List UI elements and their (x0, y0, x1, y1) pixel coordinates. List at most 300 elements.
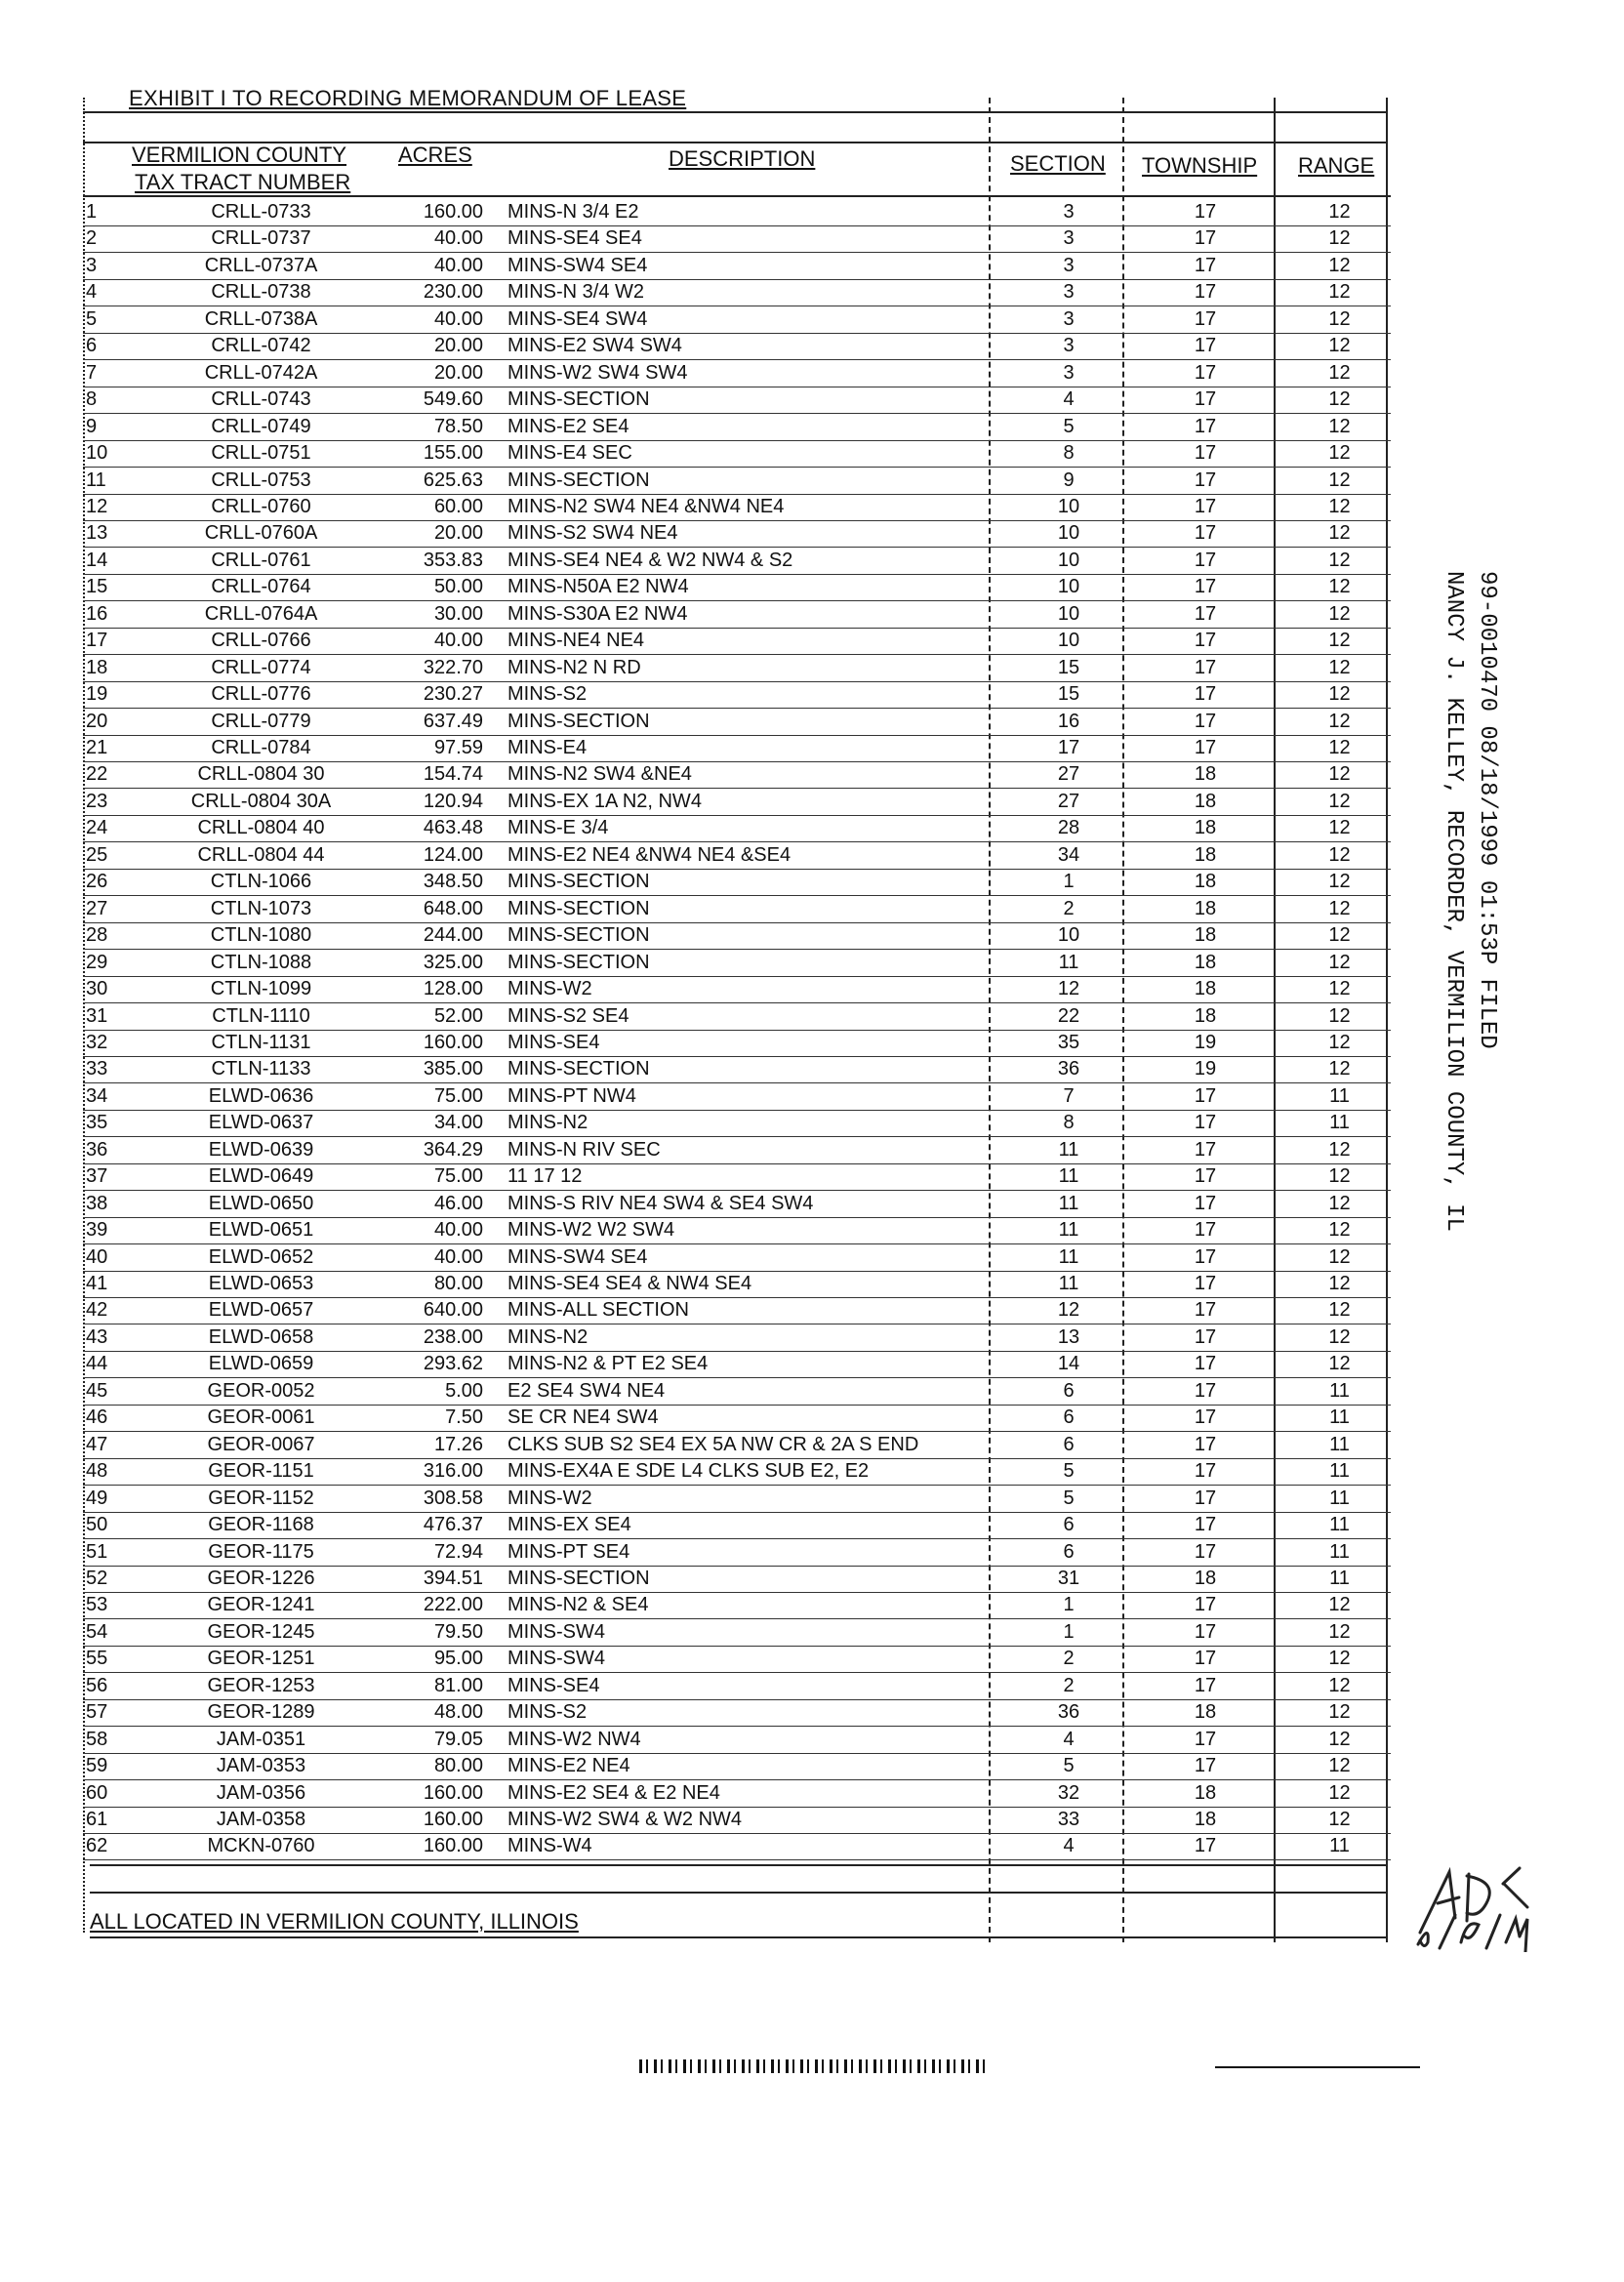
description-text: MINS-SECTION (508, 924, 650, 947)
range-value: 12 (1328, 576, 1351, 598)
acres-value: 5.00 (445, 1379, 483, 1402)
range-value: 12 (1328, 1058, 1351, 1080)
acres-value: 40.00 (433, 630, 483, 652)
tax-tract-number: CRLL-0733 (211, 201, 311, 223)
row-rule (83, 895, 1391, 896)
row-number: 16 (86, 602, 108, 625)
tax-tract-number: ELWD-0652 (208, 1245, 314, 1268)
section-value: 33 (1057, 1809, 1080, 1830)
section-value: 11 (1058, 1273, 1079, 1294)
acres-value: 79.05 (433, 1728, 483, 1750)
tax-tract-number: GEOR-0052 (207, 1379, 315, 1402)
description-text: MINS-N50A E2 NW4 (508, 576, 689, 598)
table-row (0, 711, 1624, 737)
tax-tract-number: CRLL-0774 (211, 656, 311, 678)
table-row (0, 871, 1624, 897)
rule-footer-3 (90, 1936, 1388, 1938)
acres-value: 52.00 (433, 1004, 483, 1027)
township-value: 17 (1194, 1594, 1217, 1616)
tax-tract-number: CRLL-0751 (211, 442, 311, 465)
row-number: 15 (86, 576, 108, 598)
township-value: 17 (1194, 1406, 1217, 1429)
tax-tract-number: ELWD-0649 (208, 1165, 314, 1188)
description-text: 11 17 12 (508, 1165, 583, 1188)
row-number: 26 (86, 871, 108, 893)
acres-value: 95.00 (433, 1648, 483, 1670)
row-rule (83, 1566, 1391, 1567)
township-value: 17 (1194, 1325, 1217, 1348)
description-text: MINS-W2 SW4 SW4 (508, 361, 688, 384)
table-row (0, 227, 1624, 254)
acres-value: 160.00 (423, 1809, 483, 1830)
section-value: 10 (1057, 602, 1080, 625)
row-rule (83, 1859, 1391, 1860)
range-value: 12 (1328, 710, 1351, 732)
township-value: 18 (1194, 1781, 1217, 1804)
township-value: 19 (1194, 1031, 1217, 1053)
row-rule (83, 869, 1391, 870)
footer-note: ALL LOCATED IN VERMILION COUNTY, ILLINOIS (90, 1909, 579, 1934)
row-rule (83, 1297, 1391, 1298)
table-row (0, 1729, 1624, 1755)
row-number: 37 (86, 1165, 108, 1188)
section-value: 10 (1057, 630, 1080, 652)
township-value: 17 (1194, 602, 1217, 625)
acres-value: 60.00 (433, 495, 483, 517)
description-text: MINS-EX 1A N2, NW4 (508, 790, 702, 812)
township-value: 18 (1194, 871, 1217, 893)
table-row (0, 1139, 1624, 1165)
row-rule (83, 1136, 1391, 1137)
acres-value: 625.63 (423, 469, 483, 491)
section-value: 2 (1063, 897, 1075, 919)
row-number: 31 (86, 1004, 108, 1027)
header-section: SECTION (1010, 151, 1106, 176)
township-value: 17 (1194, 549, 1217, 571)
row-rule (83, 1646, 1391, 1647)
row-rule (83, 976, 1391, 977)
table-row (0, 737, 1624, 763)
row-rule (83, 1807, 1391, 1808)
table-row (0, 1219, 1624, 1245)
range-value: 12 (1328, 1809, 1351, 1830)
tax-tract-number: ELWD-0658 (208, 1325, 314, 1348)
description-text: MINS-S2 (508, 1701, 588, 1724)
table-row (0, 522, 1624, 549)
row-rule (83, 600, 1391, 601)
row-rule (83, 1271, 1391, 1272)
township-value: 17 (1194, 1460, 1217, 1483)
acres-value: 353.83 (423, 549, 483, 571)
tax-tract-number: JAM-0358 (216, 1809, 306, 1830)
acres-value: 160.00 (423, 1835, 483, 1857)
range-value: 11 (1329, 1460, 1350, 1483)
section-value: 5 (1063, 1460, 1075, 1483)
township-value: 17 (1194, 737, 1217, 758)
section-value: 14 (1057, 1353, 1080, 1375)
row-rule (83, 494, 1391, 495)
township-value: 17 (1194, 1379, 1217, 1402)
row-number: 60 (86, 1781, 108, 1804)
rule-footer-1 (90, 1864, 1388, 1866)
tax-tract-number: CTLN-1088 (210, 951, 312, 973)
range-value: 12 (1328, 602, 1351, 625)
table-row (0, 255, 1624, 281)
description-text: MINS-W2 NW4 (508, 1728, 641, 1750)
stamp-line-2: NANCY J. KELLEY, RECORDER, VERMILION COUNTY, IL (1441, 571, 1467, 1232)
description-text: MINS-SECTION (508, 871, 650, 893)
acres-value: 20.00 (433, 361, 483, 384)
township-value: 17 (1194, 1755, 1217, 1777)
row-rule (83, 1699, 1391, 1700)
acres-value: 648.00 (423, 897, 483, 919)
township-value: 17 (1194, 1165, 1217, 1188)
township-value: 18 (1194, 1809, 1217, 1830)
row-number: 7 (86, 361, 98, 384)
row-number: 18 (86, 656, 108, 678)
tax-tract-number: GEOR-1175 (208, 1540, 314, 1563)
row-number: 52 (86, 1567, 108, 1589)
tax-tract-number: ELWD-0637 (208, 1112, 314, 1134)
table-row (0, 630, 1624, 656)
scan-artifact-barcode (639, 2059, 986, 2073)
table-row (0, 844, 1624, 871)
description-text: MINS-SECTION (508, 710, 650, 732)
township-value: 17 (1194, 281, 1217, 304)
acres-value: 128.00 (423, 978, 483, 1000)
table-row (0, 763, 1624, 790)
description-text: MINS-SECTION (508, 469, 650, 491)
tax-tract-number: CRLL-0804 44 (197, 843, 325, 866)
tax-tract-number: GEOR-0061 (207, 1406, 315, 1429)
tax-tract-number: CRLL-0804 40 (197, 817, 325, 839)
township-value: 17 (1194, 335, 1217, 357)
description-text: MINS-EX SE4 (508, 1514, 631, 1536)
description-text: MINS-SW4 (508, 1620, 605, 1643)
tax-tract-number: CRLL-0742A (204, 361, 318, 384)
section-value: 6 (1063, 1406, 1075, 1429)
tax-tract-number: JAM-0351 (216, 1728, 306, 1750)
row-number: 4 (86, 281, 98, 304)
range-value: 12 (1328, 1273, 1351, 1294)
table-row (0, 416, 1624, 442)
section-value: 5 (1063, 415, 1075, 437)
acres-value: 124.00 (423, 843, 483, 866)
acres-value: 78.50 (433, 415, 483, 437)
row-rule (83, 1618, 1391, 1619)
row-number: 28 (86, 924, 108, 947)
row-rule (83, 681, 1391, 682)
description-text: MINS-E2 NE4 (508, 1755, 630, 1777)
acres-value: 46.00 (433, 1192, 483, 1214)
row-rule (83, 1030, 1391, 1031)
table-row (0, 1246, 1624, 1273)
table-row (0, 362, 1624, 388)
row-number: 30 (86, 978, 108, 1000)
table-row (0, 576, 1624, 602)
range-value: 12 (1328, 469, 1351, 491)
table-row (0, 1809, 1624, 1835)
section-value: 3 (1063, 361, 1075, 384)
row-number: 25 (86, 843, 108, 866)
description-text: MINS-N2 SW4 NE4 &NW4 NE4 (508, 495, 785, 517)
range-value: 12 (1328, 442, 1351, 465)
acres-value: 316.00 (423, 1460, 483, 1483)
table-row (0, 1085, 1624, 1112)
range-value: 12 (1328, 1004, 1351, 1027)
tax-tract-number: ELWD-0659 (208, 1353, 314, 1375)
description-text: MINS-SE4 SE4 & NW4 SE4 (508, 1273, 752, 1294)
acres-value: 20.00 (433, 335, 483, 357)
row-number: 9 (86, 415, 98, 437)
table-row (0, 1675, 1624, 1701)
range-value: 12 (1328, 630, 1351, 652)
row-rule (83, 1592, 1391, 1593)
row-rule (83, 1512, 1391, 1513)
tax-tract-number: GEOR-1289 (207, 1701, 315, 1724)
row-number: 21 (86, 737, 108, 758)
row-rule (83, 467, 1391, 468)
row-number: 1 (86, 201, 98, 223)
acres-value: 160.00 (423, 1781, 483, 1804)
township-value: 17 (1194, 254, 1217, 276)
range-value: 12 (1328, 201, 1351, 223)
row-number: 12 (86, 495, 108, 517)
row-rule (83, 1726, 1391, 1727)
description-text: MINS-S2 SW4 NE4 (508, 522, 678, 545)
table-row (0, 550, 1624, 576)
range-value: 12 (1328, 843, 1351, 866)
acres-value: 325.00 (423, 951, 483, 973)
table-row (0, 817, 1624, 843)
tax-tract-number: ELWD-0636 (208, 1084, 314, 1107)
range-value: 12 (1328, 281, 1351, 304)
tax-tract-number: ELWD-0653 (208, 1273, 314, 1294)
range-value: 12 (1328, 335, 1351, 357)
range-value: 12 (1328, 737, 1351, 758)
tax-tract-number: CRLL-0738A (204, 307, 318, 330)
township-value: 17 (1194, 1728, 1217, 1750)
tax-tract-number: GEOR-1152 (208, 1487, 314, 1509)
range-value: 12 (1328, 1325, 1351, 1348)
section-value: 31 (1057, 1567, 1080, 1589)
row-number: 11 (86, 469, 106, 491)
section-value: 4 (1063, 388, 1075, 411)
row-rule (83, 574, 1391, 575)
township-value: 17 (1194, 1514, 1217, 1536)
acres-value: 34.00 (433, 1112, 483, 1134)
range-value: 11 (1329, 1433, 1350, 1455)
acres-value: 160.00 (423, 201, 483, 223)
section-value: 3 (1063, 307, 1075, 330)
table-row (0, 1621, 1624, 1648)
row-rule (83, 735, 1391, 736)
section-value: 6 (1063, 1514, 1075, 1536)
tax-tract-number: GEOR-1251 (207, 1648, 315, 1670)
description-text: MINS-N 3/4 W2 (508, 281, 645, 304)
description-text: MINS-SE4 SE4 (508, 227, 642, 250)
tax-tract-number: GEOR-0067 (207, 1433, 315, 1455)
acres-value: 244.00 (423, 924, 483, 947)
township-value: 17 (1194, 630, 1217, 652)
rule-under-title (83, 142, 1386, 143)
table-row (0, 335, 1624, 361)
table-row (0, 1165, 1624, 1192)
acres-value: 40.00 (433, 254, 483, 276)
description-text: MINS-N2 & PT E2 SE4 (508, 1353, 709, 1375)
tax-tract-number: CTLN-1080 (210, 924, 312, 947)
section-value: 11 (1058, 1245, 1079, 1268)
section-value: 10 (1057, 576, 1080, 598)
township-value: 17 (1194, 576, 1217, 598)
section-value: 11 (1058, 951, 1079, 973)
township-value: 18 (1194, 951, 1217, 973)
tax-tract-number: CRLL-0742 (211, 335, 311, 357)
row-rule (83, 922, 1391, 923)
range-value: 12 (1328, 1755, 1351, 1777)
row-rule (83, 1082, 1391, 1083)
row-rule (83, 359, 1391, 360)
description-text: MINS-W2 W2 SW4 (508, 1219, 675, 1242)
description-text: MINS-N2 & SE4 (508, 1594, 649, 1616)
section-value: 7 (1063, 1084, 1075, 1107)
tax-tract-number: CRLL-0738 (211, 281, 311, 304)
description-text: MINS-SW4 SE4 (508, 1245, 648, 1268)
section-value: 3 (1063, 254, 1075, 276)
table-row (0, 469, 1624, 496)
section-value: 9 (1063, 469, 1075, 491)
acres-value: 293.62 (423, 1353, 483, 1375)
tax-tract-number: CRLL-0743 (211, 388, 311, 411)
row-rule (83, 1110, 1391, 1111)
section-value: 27 (1057, 763, 1080, 786)
row-rule (83, 252, 1391, 253)
section-value: 15 (1057, 656, 1080, 678)
row-number: 56 (86, 1674, 108, 1696)
range-value: 12 (1328, 1594, 1351, 1616)
tax-tract-number: CTLN-1133 (211, 1058, 311, 1080)
description-text: MINS-E2 SW4 SW4 (508, 335, 682, 357)
description-text: MINS-SECTION (508, 1058, 650, 1080)
township-value: 18 (1194, 843, 1217, 866)
table-row (0, 657, 1624, 683)
range-value: 11 (1329, 1540, 1350, 1563)
row-rule (83, 547, 1391, 548)
row-rule (83, 1485, 1391, 1486)
section-value: 1 (1063, 871, 1075, 893)
table-row (0, 1353, 1624, 1379)
description-text: CLKS SUB S2 SE4 EX 5A NW CR & 2A S END (508, 1433, 919, 1455)
tax-tract-number: CRLL-0764A (204, 602, 318, 625)
table-row (0, 1032, 1624, 1058)
acres-value: 222.00 (423, 1594, 483, 1616)
table-row (0, 924, 1624, 951)
acres-value: 7.50 (445, 1406, 483, 1429)
header-tract-number: TAX TRACT NUMBER (135, 170, 351, 194)
section-value: 11 (1058, 1165, 1079, 1188)
acres-value: 40.00 (433, 227, 483, 250)
description-text: MINS-S30A E2 NW4 (508, 602, 688, 625)
range-value: 12 (1328, 1219, 1351, 1242)
range-value: 12 (1328, 1701, 1351, 1724)
scan-artifact-line (1215, 2066, 1420, 2068)
row-number: 42 (86, 1299, 108, 1322)
description-text: MINS-N2 SW4 &NE4 (508, 763, 692, 786)
table-row (0, 1594, 1624, 1620)
row-number: 14 (86, 549, 108, 571)
acres-value: 48.00 (433, 1701, 483, 1724)
tax-tract-number: CRLL-0804 30A (190, 790, 332, 812)
township-value: 17 (1194, 1273, 1217, 1294)
description-text: MINS-SW4 SE4 (508, 254, 648, 276)
range-value: 12 (1328, 388, 1351, 411)
section-value: 1 (1063, 1620, 1075, 1643)
description-text: MINS-E2 NE4 &NW4 NE4 &SE4 (508, 843, 792, 866)
rule-footer-2 (90, 1892, 1388, 1894)
description-text: MINS-SE4 SW4 (508, 307, 648, 330)
range-value: 12 (1328, 1192, 1351, 1214)
table-row (0, 1434, 1624, 1460)
header-acres: ACRES (398, 143, 472, 167)
township-value: 18 (1194, 1701, 1217, 1724)
row-rule (83, 815, 1391, 816)
tax-tract-number: GEOR-1253 (207, 1674, 315, 1696)
row-number: 22 (86, 763, 108, 786)
section-value: 4 (1063, 1728, 1075, 1750)
row-rule (83, 1833, 1391, 1834)
section-value: 11 (1058, 1219, 1079, 1242)
table-row (0, 1568, 1624, 1594)
row-rule (83, 654, 1391, 655)
tax-tract-number: GEOR-1245 (207, 1620, 315, 1643)
section-value: 8 (1063, 1112, 1075, 1134)
range-value: 12 (1328, 1781, 1351, 1804)
range-value: 12 (1328, 951, 1351, 973)
acres-value: 160.00 (423, 1031, 483, 1053)
range-value: 12 (1328, 1165, 1351, 1188)
range-value: 12 (1328, 790, 1351, 812)
row-number: 50 (86, 1514, 108, 1536)
acres-value: 637.49 (423, 710, 483, 732)
handwritten-initials (1410, 1864, 1557, 1952)
range-value: 12 (1328, 1674, 1351, 1696)
row-number: 53 (86, 1594, 108, 1616)
township-value: 17 (1194, 1219, 1217, 1242)
table-row (0, 978, 1624, 1004)
tax-tract-number: CRLL-0737 (211, 227, 311, 250)
row-rule (83, 708, 1391, 709)
header-range: RANGE (1298, 153, 1375, 178)
range-value: 12 (1328, 683, 1351, 706)
table-row (0, 1380, 1624, 1406)
range-value: 12 (1328, 897, 1351, 919)
rule-under-header (83, 195, 1391, 197)
row-rule (83, 1163, 1391, 1164)
row-rule (83, 949, 1391, 950)
exhibit-title: EXHIBIT I TO RECORDING MEMORANDUM OF LEASE (129, 86, 687, 110)
township-value: 18 (1194, 924, 1217, 947)
range-value: 12 (1328, 1299, 1351, 1322)
row-number: 45 (86, 1379, 108, 1402)
acres-value: 322.70 (423, 656, 483, 678)
tax-tract-number: ELWD-0651 (208, 1219, 314, 1242)
acres-value: 50.00 (433, 576, 483, 598)
acres-value: 364.29 (423, 1138, 483, 1161)
row-number: 58 (86, 1728, 108, 1750)
township-value: 18 (1194, 763, 1217, 786)
row-number: 6 (86, 335, 98, 357)
row-rule (83, 1779, 1391, 1780)
